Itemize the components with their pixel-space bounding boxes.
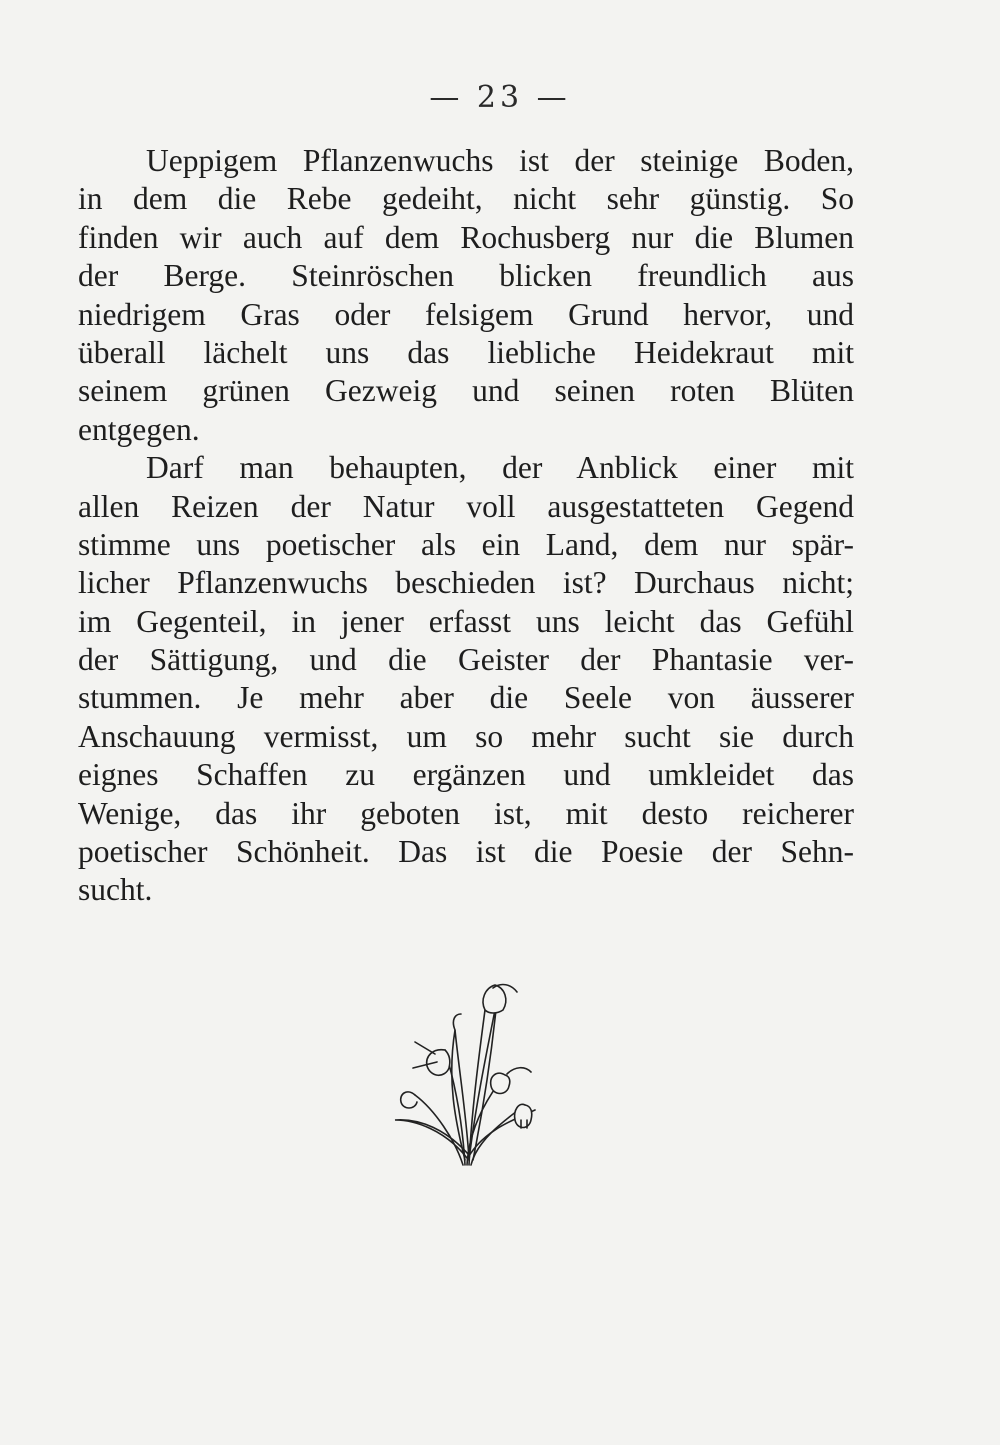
text-line: Anschauung vermisst, um so mehr sucht sie durch: [78, 718, 854, 754]
text-line: der Sättigung, und die Geister der Phantasie ver-: [78, 642, 854, 678]
text-line: im Gegenteil, in jener erfasst uns leicht das Gefühl: [78, 603, 854, 639]
text-line: stummen. Je mehr aber die Seele von äusserer: [78, 680, 854, 716]
text-line: Wenige, das ihr geboten ist, mit desto reicherer: [78, 795, 854, 831]
text-line: Ueppigem Pflanzenwuchs ist der steinige Boden,: [146, 143, 854, 178]
text-line: seinem grünen Gezweig und seinen roten Blüten: [78, 373, 854, 409]
text-line: sucht.: [78, 872, 153, 908]
text-line: niedrigem Gras oder felsigem Grund hervor, und: [78, 296, 854, 332]
text-line: finden wir auch auf dem Rochusberg nur die Blumen: [78, 219, 854, 255]
text-line: stimme uns poetischer als ein Land, dem nur spär-: [78, 526, 854, 562]
body-text: [78, 142, 854, 910]
text-line: der Berge. Steinröschen blicken freundlich aus: [78, 258, 854, 294]
text-line: allen Reizen der Natur voll ausgestatteten Gegend: [78, 488, 854, 524]
text-line: überall lächelt uns das liebliche Heidekraut mit: [78, 334, 854, 370]
text-line: entgegen.: [78, 411, 200, 447]
text-line: eignes Schaffen zu ergänzen und umkleidet das: [78, 757, 854, 793]
text-line: licher Pflanzenwuchs beschieden ist? Durchaus nicht;: [78, 565, 854, 601]
page-number: — 23 —: [429, 80, 571, 115]
snowdrop-bouquet-icon: [385, 970, 555, 1170]
text-line: poetischer Schönheit. Das ist die Poesie der Sehn-: [78, 834, 854, 870]
text-line: in dem die Rebe gedeiht, nicht sehr günstig. So: [78, 181, 854, 217]
text-line: Darf man behaupten, der Anblick einer mit: [146, 450, 854, 486]
